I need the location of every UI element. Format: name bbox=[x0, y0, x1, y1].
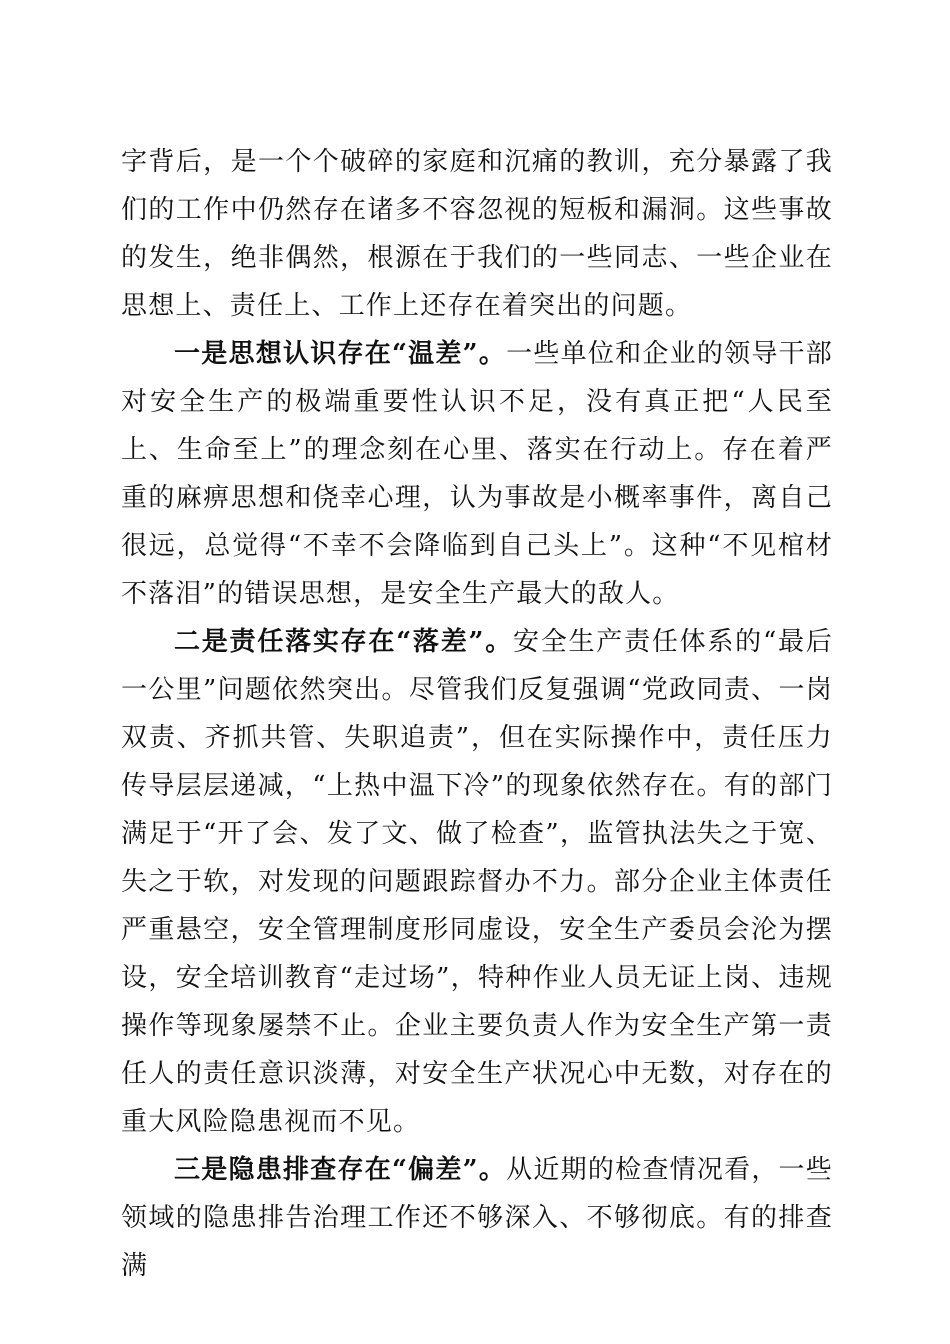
paragraph-text: 字背后，是一个个破碎的家庭和沉痛的教训，充分暴露了我们的工作中仍然存在诸多不容忽视的短板和漏洞。这些事故的发生，绝非偶然，根源在于我们的一些同志、一些企业在思想上、责任上、工作上还存在着突出的问题。 bbox=[121, 147, 833, 321]
paragraph-heading: 二是责任落实存在“落差”。 bbox=[174, 627, 513, 657]
paragraph-heading: 一是思想认识存在“温差”。 bbox=[174, 339, 507, 369]
paragraph-ideology bbox=[121, 330, 833, 618]
paragraph-text: 一些单位和企业的领导干部对安全生产的极端重要性认识不足，没有真正把“人民至上、生命至上”的理念刻在心里、落实在行动上。存在着严重的麻痹思想和侥幸心理，认为事故是小概率事件，离自己很远，总觉得“不幸不会降临到自己头上”。这种“不见棺材不落泪”的错误思想，是安全生产最大的敌人。 bbox=[121, 339, 834, 609]
paragraph-hazard-check bbox=[121, 1146, 833, 1290]
paragraph-text: 从近期的检查情况看，一些领域的隐患排告治理工作还不够深入、不够彻底。有的排查满 bbox=[121, 1155, 834, 1281]
document-body bbox=[121, 138, 833, 1290]
paragraph-text: 安全生产责任体系的“最后一公里”问题依然突出。尽管我们反复强调“党政同责、一岗双责、齐抓共管、失职追责”，但在实际操作中，责任压力传导层层递减，“上热中温下冷”的现象依然存在。有的部门满足于“开了会、发了文、做了检查”，监管执法失之于宽、失之于软，对发现的问题跟踪督办不力。部分企业主体责任严重悬空，安全管理制度形同虚设，安全生产委员会沦为摆设，安全培训教育“走过场”，特种作业人员无证上岗、违规操作等现象屡禁不止。企业主要负责人作为安全生产第一责任人的责任意识淡薄，对安全生产状况心中无数，对存在的重大风险隐患视而不见。 bbox=[121, 627, 833, 1137]
paragraph-heading: 三是隐患排查存在“偏差”。 bbox=[174, 1155, 507, 1185]
paragraph-responsibility bbox=[121, 618, 833, 1146]
paragraph-continuation bbox=[121, 138, 833, 330]
